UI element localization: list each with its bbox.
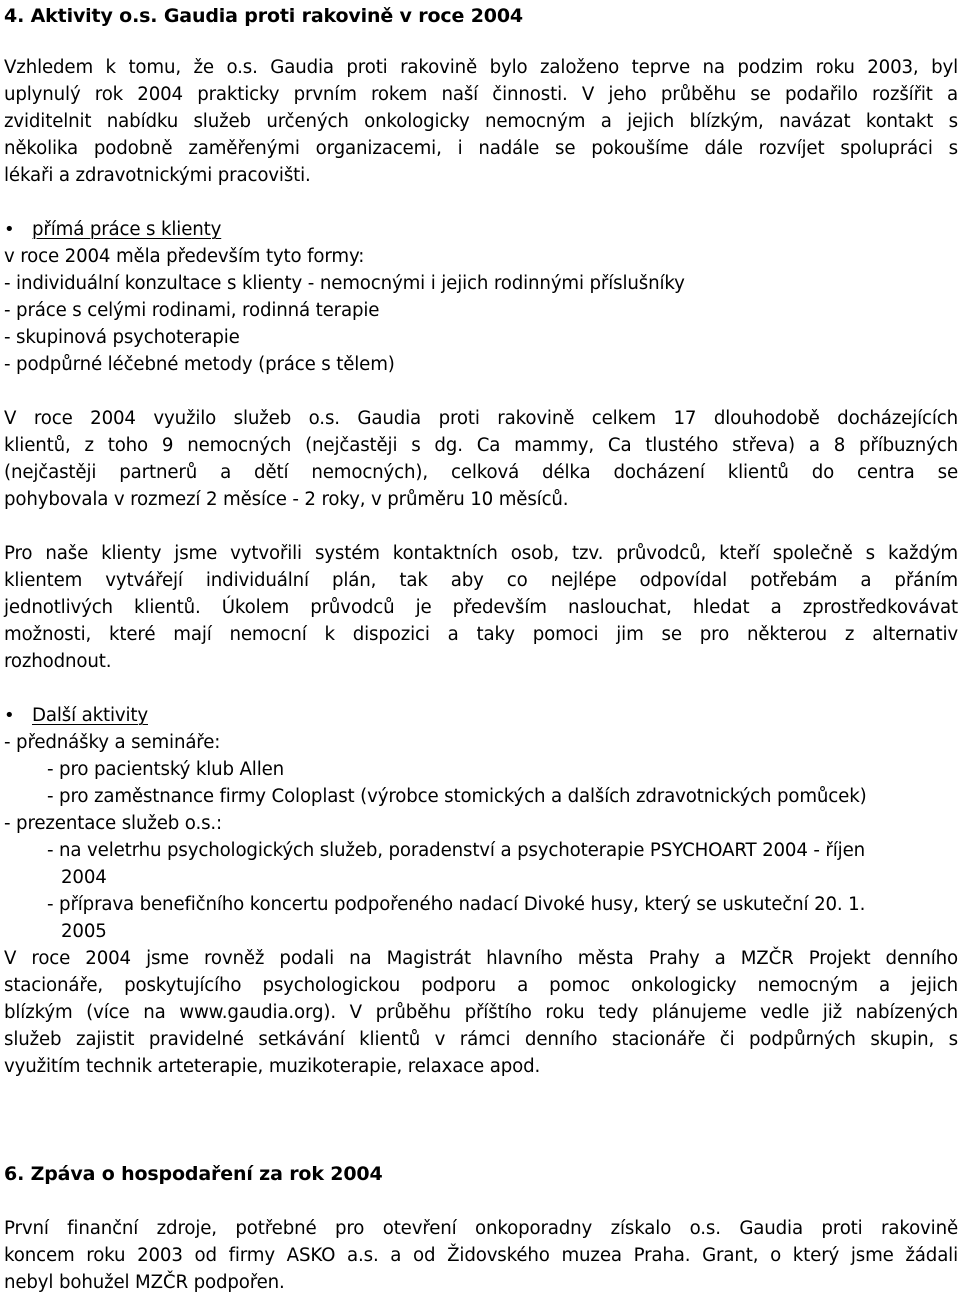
text-line: Vzhledem k tomu, že o.s. Gaudia proti rakovině bylo založeno teprve na podzim roku 2003, byl [4,57,958,78]
text-line: stacionáře, poskytujícího psychologickou podporu a pomoc onkologicky nemocným a jejich [4,975,958,996]
list-item: - práce s celými rodinami, rodinná terapie [4,300,380,321]
lectures-label: - přednášky a semináře: [4,732,221,753]
other-activities-section [4,702,958,945]
list-item: - pro pacientský klub Allen [47,759,285,780]
direct-work-title: přímá práce s klienty [32,219,222,240]
list-item: - skupinová psychoterapie [4,327,240,348]
text-line: lékaři a zdravotnickými pracovišti. [4,165,311,186]
bullet-heading [4,702,958,729]
text-line: (nejčastěji partnerů a dětí nemocných), celková délka docházení klientů do centra se [4,462,958,483]
list-item: - příprava benefičního koncertu podpořeného nadací Divoké husy, který se uskuteční 20. 1. [47,894,866,915]
finance-paragraph [4,1215,958,1296]
text-line: klientem vytvářejí individuální plán, tak aby co nejlépe odpovídal potřebám a přáním [4,570,958,591]
list-item: - individuální konzultace s klienty - nemocnými i jejich rodinnými příslušníky [4,273,685,294]
presentations-label: - prezentace služeb o.s.: [4,813,223,834]
project-paragraph [4,945,958,1080]
bullet-heading [4,216,958,243]
text-line: uplynulý rok 2004 prakticky prvním rokem naší činnosti. V jeho průběhu se podařilo rozšířit a [4,84,958,105]
direct-work-section [4,216,958,378]
bullet-icon: • [4,705,15,726]
text-line: několika podobně zaměřenými organizacemi, i nadále se pokoušíme dále rozvíjet spolupráci s [4,138,958,159]
section-6-heading [4,1161,958,1188]
list-item: - na veletrhu psychologických služeb, poradenství a psychoterapie PSYCHOART 2004 - říjen [47,840,865,861]
text-line: využitím technik arteterapie, muzikoterapie, relaxace apod. [4,1056,541,1077]
intro-paragraph [4,54,958,189]
text-line: První finanční zdroje, potřebné pro otevření onkoporadny získalo o.s. Gaudia proti rakovině [4,1218,958,1239]
section-4-heading [4,3,958,30]
text-line: možnosti, které mají nemocní k dispozici a taky pomoci jim se pro některou z alternativ [4,624,958,645]
text-line: služeb zajistit pravidelné setkávání klientů v rámci denního stacionáře či podpůrných skupin, s [4,1029,958,1050]
text-line: V roce 2004 jsme rovněž podali na Magistrát hlavního města Prahy a MZČR Projekt denního [4,948,958,969]
text-line: klientů, z toho 9 nemocných (nejčastěji s dg. Ca mammy, Ca tlustého střeva) a 8 příbuzných [4,435,958,456]
text-line: Pro naše klienty jsme vytvořili systém kontaktních osob, tzv. průvodců, kteří společně s každým [4,543,958,564]
text-line: blízkým (více na www.gaudia.org). V průběhu příštího roku tedy plánujeme vedle již nabízených [4,1002,958,1023]
text-line: V roce 2004 využilo služeb o.s. Gaudia proti rakovině celkem 17 dlouhodobě docházejících [4,408,958,429]
other-activities-title: Další aktivity [32,705,148,726]
text-line: zviditelnit nabídku služeb určených onkologicky nemocným a jejich blízkým, navázat kontakt s [4,111,958,132]
bullet-icon: • [4,219,15,240]
list-item-continuation: 2005 [61,921,107,942]
text-line: v roce 2004 měla především tyto formy: [4,246,365,267]
list-item: - pro zaměstnance firmy Coloplast (výrobce stomických a dalších zdravotnických pomůcek) [47,786,867,807]
list-item: - podpůrné léčebné metody (práce s tělem) [4,354,395,375]
text-line: rozhodnout. [4,651,112,672]
clients-paragraph [4,405,958,513]
text-line: jednotlivých klientů. Úkolem průvodců je především naslouchat, hledat a zprostředkovávat [4,597,958,618]
list-item-continuation: 2004 [61,867,107,888]
heading-text: 4. Aktivity o.s. Gaudia proti rakovině v roce 2004 [4,5,523,27]
text-line: koncem roku 2003 od firmy ASKO a.s. a od Židovského muzea Praha. Grant, o který jsme žádali [4,1245,958,1266]
heading-text: 6. Zpáva o hospodaření za rok 2004 [4,1163,383,1185]
guides-paragraph [4,540,958,675]
text-line: pohybovala v rozmezí 2 měsíce - 2 roky, v průměru 10 měsíců. [4,489,569,510]
text-line: nebyl bohužel MZČR podpořen. [4,1272,285,1293]
